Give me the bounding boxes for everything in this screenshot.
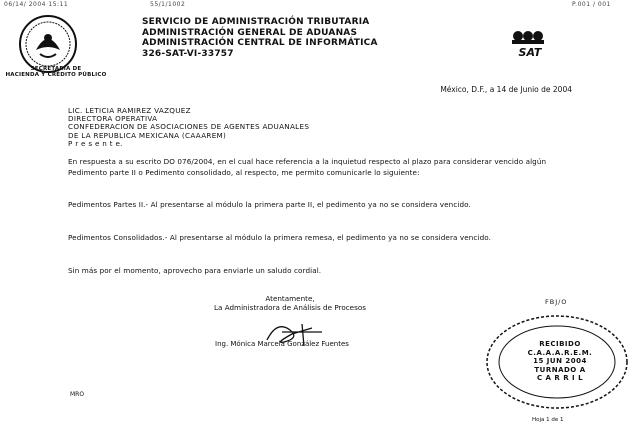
letterhead-line2: ADMINISTRACIÓN GENERAL DE ADUANAS bbox=[142, 27, 358, 38]
paragraph-intro: En respuesta a su escrito DO 076/2004, en el cual hace referencia a la inquietud respecto al plazo para considerar vencido algún Pedimento parte II o Pedimento consolidado, al respecto, me permito comunicarle lo siguiente: bbox=[68, 157, 547, 177]
mexico-seal-icon bbox=[18, 14, 78, 74]
fax-header bbox=[0, 0, 640, 10]
stamp-date: 15 JUN 2004 bbox=[533, 357, 587, 365]
closing-salutation: Atentamente, bbox=[265, 294, 315, 303]
identification-code: FBJ/O bbox=[545, 298, 568, 306]
letterhead-line1: SERVICIO DE ADMINISTRACIÓN TRIBUTARIA bbox=[142, 17, 370, 27]
addressee-org-cont: DE LA REPUBLICA MEXICANA (CAAAREM) bbox=[68, 130, 227, 140]
sat-logo-text: SAT bbox=[518, 46, 542, 59]
letterhead-line3: ADMINISTRACIÓN CENTRAL DE INFORMÁTICA bbox=[142, 38, 378, 48]
seal-label bbox=[4, 66, 108, 78]
paragraph-consolidados: Pedimentos Consolidados.- Al presentarse al módulo la primera remesa, el pedimento ya no se considera vencido. bbox=[68, 233, 491, 242]
seal-label-line1: SECRETARÍA DE bbox=[30, 66, 82, 72]
closing-role: La Administradora de Análisis de Procesos bbox=[214, 303, 366, 312]
fax-header-time: 06/14/ 2004 15:11 bbox=[4, 1, 69, 8]
seal-label-line2: HACIENDA Y CRÉDITO PÚBLICO bbox=[5, 72, 107, 78]
addressee-name: LIC. LETICIA RAMIREZ VAZQUEZ bbox=[68, 106, 191, 115]
document-number: 326-SAT-VI-33757 bbox=[142, 48, 234, 59]
addressee-org: CONFEDERACION DE ASOCIACIONES DE AGENTES ADUANALES bbox=[68, 122, 310, 132]
stamp-line2: C.A.A.A.R.E.M. bbox=[527, 348, 593, 357]
page-number: Hoja 1 de 1 bbox=[532, 417, 564, 423]
letter-date: México, D.F., a 14 de Junio de 2004 bbox=[440, 85, 572, 94]
fax-header-page: P.001 / 001 bbox=[572, 1, 611, 8]
stamp-line5: C A R R I L bbox=[536, 374, 584, 382]
fax-header-number: 55/1/1002 bbox=[150, 1, 186, 8]
footer-initials: MRO bbox=[70, 391, 85, 398]
stamp-line1: RECIBIDO bbox=[539, 340, 581, 348]
addressee-block bbox=[68, 107, 309, 148]
closing-block bbox=[160, 294, 420, 312]
letterhead bbox=[142, 17, 502, 59]
stamp-text bbox=[500, 340, 620, 383]
stamp-line4: TURNADO A bbox=[534, 365, 586, 374]
signer-name: Ing. Mónica Marcela González Fuentes bbox=[215, 340, 349, 348]
addressee-presente: P r e s e n t e. bbox=[68, 138, 123, 148]
paragraph-farewell: Sin más por el momento, aprovecho para enviarle un saludo cordial. bbox=[68, 266, 322, 275]
addressee-title: DIRECTORA OPERATIVA bbox=[68, 114, 158, 124]
paragraph-partes-ii: Pedimentos Partes II.- Al presentarse al módulo la primera parte II, el pedimento ya no se considera vencido. bbox=[68, 200, 471, 209]
